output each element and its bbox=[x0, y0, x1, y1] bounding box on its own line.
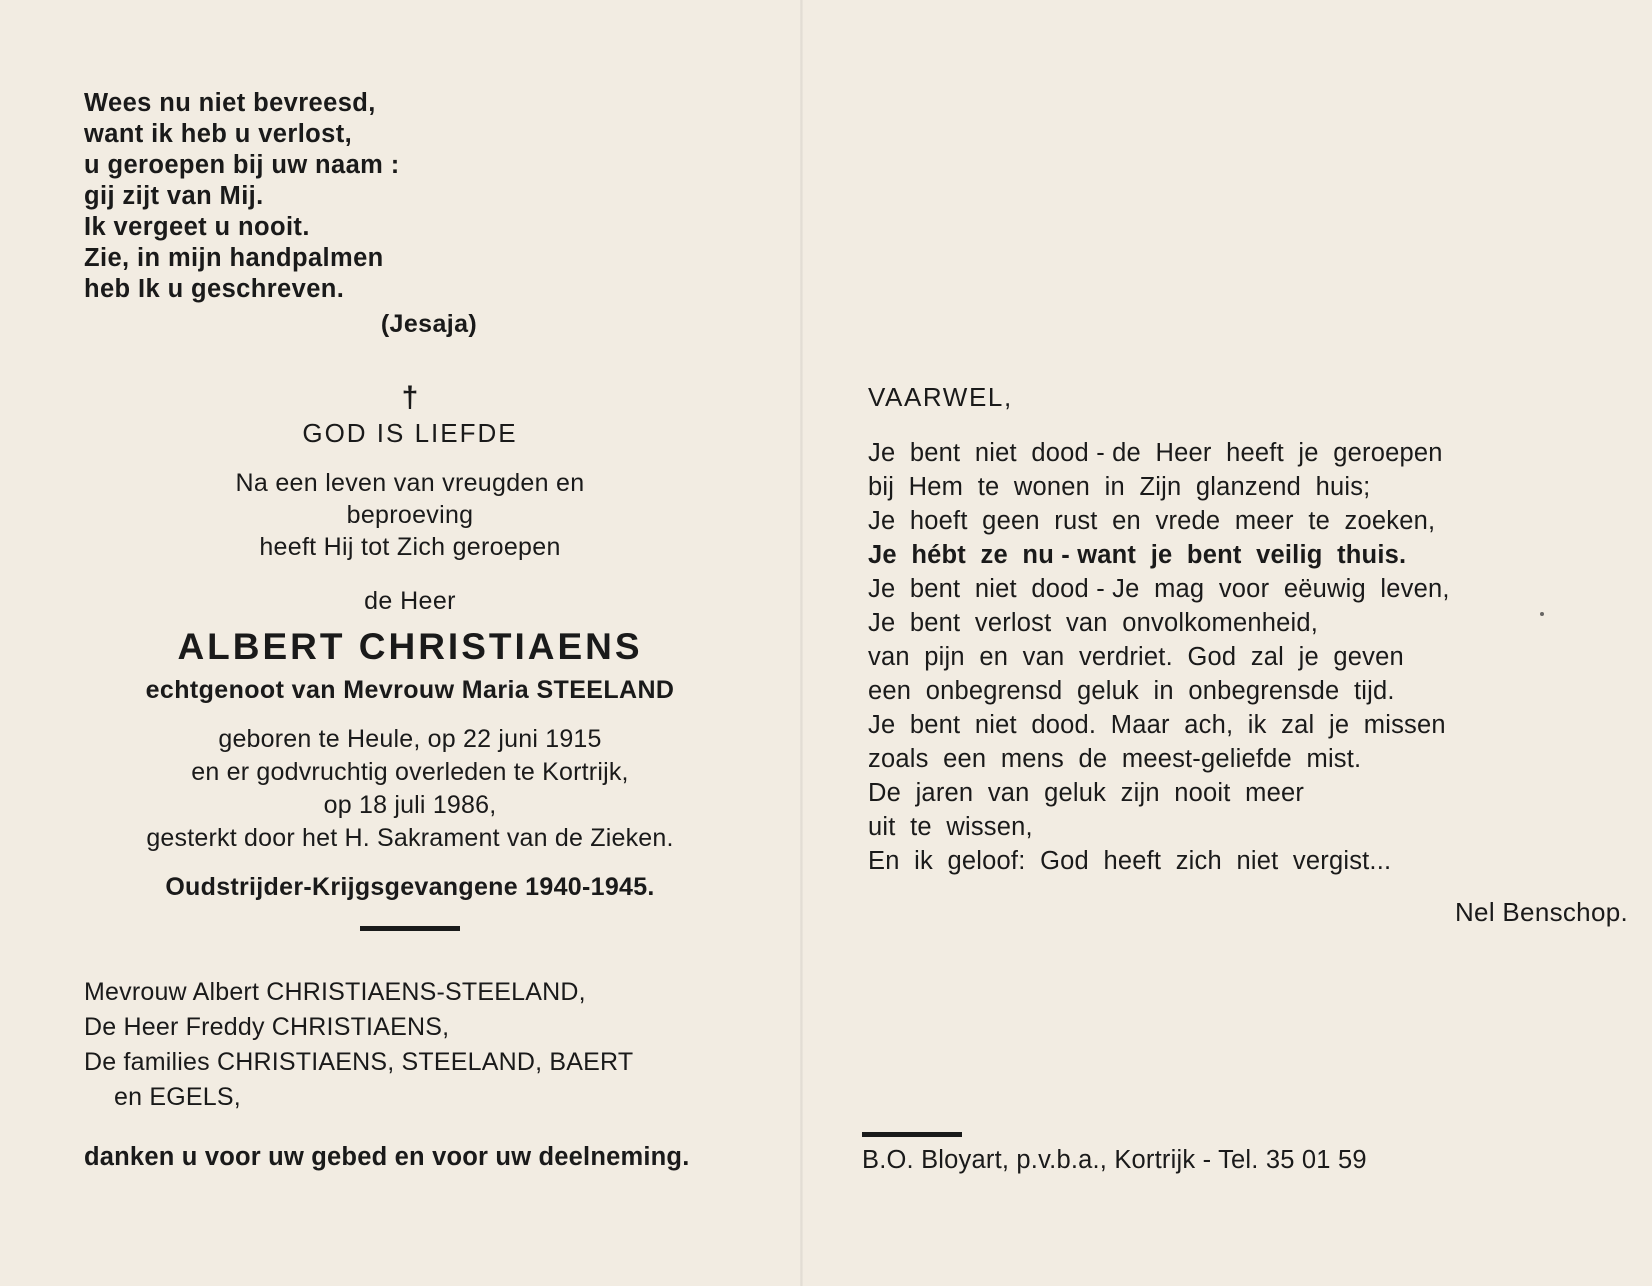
verse-line-3: u geroepen bij uw naam : bbox=[84, 151, 400, 179]
verse-line-5: Ik vergeet u nooit. bbox=[84, 213, 310, 241]
intro-text bbox=[60, 467, 760, 563]
family-line-1: Mevrouw Albert CHRISTIAENS-STEELAND, bbox=[84, 978, 586, 1006]
poem-line-2: bij Hem te wonen in Zijn glanzend huis; bbox=[868, 473, 1371, 501]
bible-verse bbox=[84, 88, 704, 340]
family-line-4: en EGELS, bbox=[114, 1083, 241, 1111]
poem-line-13: En ik geloof: God heeft zich niet vergist... bbox=[868, 847, 1392, 875]
detail-line-2: en er godvruchtig overleden te Kortrijk, bbox=[191, 758, 629, 786]
left-panel bbox=[0, 0, 805, 1286]
poem-line-1: Je bent niet dood - de Heer heeft je geroepen bbox=[868, 439, 1443, 467]
poem-line-11: De jaren van geluk zijn nooit meer bbox=[868, 779, 1305, 807]
verse-line-4: gij zijt van Mij. bbox=[84, 182, 264, 210]
verse-line-6: Zie, in mijn handpalmen bbox=[84, 244, 384, 272]
poem-line-5: Je bent niet dood - Je mag voor eëuwig leven, bbox=[868, 575, 1450, 603]
announcement-block bbox=[60, 382, 760, 931]
cross-icon: † bbox=[401, 381, 419, 414]
poem-line-3: Je hoeft geen rust en vrede meer te zoeken, bbox=[868, 507, 1436, 535]
poem-line-6: Je bent verlost van onvolkomenheid, bbox=[868, 609, 1319, 637]
intro-line-2: beproeving bbox=[346, 501, 474, 529]
poem-line-12: uit te wissen, bbox=[868, 813, 1033, 841]
divider-rule bbox=[360, 926, 460, 931]
family-line-2: De Heer Freddy CHRISTIAENS, bbox=[84, 1013, 450, 1041]
god-is-love-heading: GOD IS LIEFDE bbox=[302, 418, 518, 448]
spouse-line: echtgenoot van Mevrouw Maria STEELAND bbox=[145, 676, 675, 704]
poem-line-8: een onbegrensd geluk in onbegrensde tijd. bbox=[868, 677, 1395, 705]
verse-line-1: Wees nu niet bevreesd, bbox=[84, 89, 376, 117]
poem-line-7: van pijn en van verdriet. God zal je geven bbox=[868, 643, 1404, 671]
poem-author: Nel Benschop. bbox=[1454, 897, 1628, 927]
verse-source: (Jesaja) bbox=[380, 310, 478, 338]
family-line-3: De families CHRISTIAENS, STEELAND, BAERT bbox=[84, 1048, 634, 1076]
printer-credit: B.O. Bloyart, p.v.b.a., Kortrijk - Tel. 35 01 59 bbox=[862, 1146, 1367, 1174]
family-list bbox=[84, 975, 764, 1115]
thanks-line: danken u voor uw gebed en voor uw deelneming. bbox=[84, 1143, 690, 1171]
verse-line-2: want ik heb u verlost, bbox=[84, 120, 353, 148]
poem-line-9: Je bent niet dood. Maar ach, ik zal je missen bbox=[868, 711, 1446, 739]
intro-line-3: heeft Hij tot Zich geroepen bbox=[259, 533, 561, 561]
verse-line-7: heb Ik u geschreven. bbox=[84, 275, 345, 303]
poem-line-10: zoals een mens de meest-geliefde mist. bbox=[868, 745, 1362, 773]
detail-line-3: op 18 juli 1986, bbox=[323, 791, 497, 819]
honorific: de Heer bbox=[364, 587, 456, 615]
printer-divider-rule bbox=[862, 1132, 962, 1137]
intro-line-1: Na een leven van vreugden en bbox=[235, 469, 585, 497]
veteran-line: Oudstrijder-Krijgsgevangene 1940-1945. bbox=[165, 873, 655, 901]
right-panel bbox=[806, 0, 1652, 1286]
poem-title: VAARWEL, bbox=[868, 382, 1013, 412]
detail-line-4: gesterkt door het H. Sakrament van de Zieken. bbox=[146, 824, 674, 852]
deceased-name: ALBERT CHRISTIAENS bbox=[177, 626, 643, 667]
life-details bbox=[60, 723, 760, 855]
poem-line-4: Je hébt ze nu - want je bent veilig thuis. bbox=[868, 541, 1407, 569]
detail-line-1: geboren te Heule, op 22 juni 1915 bbox=[218, 725, 602, 753]
poem-body bbox=[868, 436, 1638, 878]
